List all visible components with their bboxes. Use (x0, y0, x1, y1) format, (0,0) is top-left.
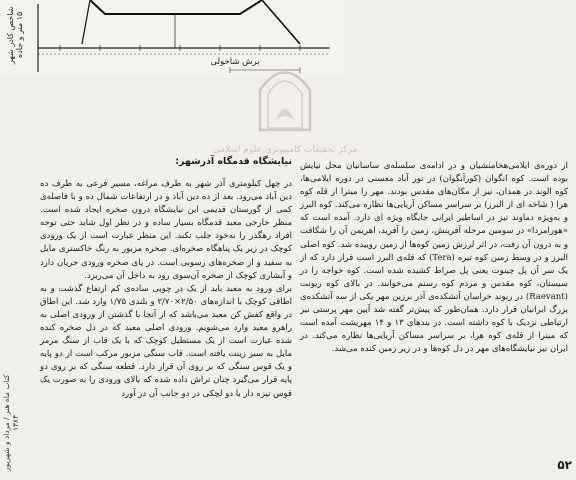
running-head: کتاب ماه هنر / مرداد و شهریور ۱۳۸۴ (2, 374, 20, 472)
left-paragraph-2: برای ورود به معبد باید از یک در چوبی ساده‌ی کم ارتفاع گذشت و به اطاقی کوچک با اندازه‌های ۲/۵۰×۲/۷۰ و بلندی ۱/۷۵ وارد شد. این اطاق در واقع کفش کن معبد می‌باشد که از آنجا با گذشتن از ورودی اصلی به راهرو معبد وارد می‌شویم. ورودی اصلی معبد که در دل صخره کنده شده عبارت است از یک مستطیل کوچک که با یک قاب از سنگ مرمر مایل به سبز زینت یافته است. قاب سنگی مزبور مرکب است از دو پایه و یک قوس سنگی که بر روی آن قرار دارد. قطعه سنگی که بر روی دو پایه قرار می‌گیرد چنان تراش داده شده که بالای ورودی را به صورت یک قوس تیزه دار با دو لچکی در دو جانب آن در آورد (40, 283, 292, 399)
left-text-column (40, 178, 292, 401)
figure-caption: برش شاخولی (210, 57, 260, 67)
watermark-text: مرکز تحقیقات کامپیوتری علوم اسلامی (212, 145, 358, 155)
watermark-emblem (200, 50, 370, 160)
right-text-column (300, 160, 568, 356)
watermark-logo (200, 50, 370, 160)
right-paragraph: از دوره‌ی ایلامی‌هخامنشیان و در ادامه‌ی سلسله‌ی ساسانیان محل نیایش بوده است. کوه انگوان (کوراَنگوان) در تور آباد معسنی در دوره ایلامی‌ها، کوه الوند در همدان، نیز از مکان‌های مقدس بودند. مهر را میترا از قله کوه هرا ( شاخه ای از البرز) بر سراسر مساکن آریایی‌ها نظاره می‌کند. کوه البرز و به‌ویژه دماوند نیز در اساطیر ایرانی جایگاه ویژه ای دارد. آمده است که «هورامزدا» در سومین مرحله آفرینش، زمین را آفرید، اهریمن آن را شکافت و به درون آن رفت، در اثر لرزش زمین کوه‌ها از زمین روییده شد. کوه اصلی البرز و در وسط زمین کوه تیره (Tera) که قله‌ی البرز است قرار دارد که از یک سر آن پل چینوت یعنی پل صراط کشیده شده است. کوه خواجه را در سیستان، کوه مقدس و مردم کوه رستم می‌خوانند. در بالای کوه ریونت (Raevant) در ربوند خراسان آتشکده‌ی آذر برزین مهر یکی از سه آتشکده‌ی بزرگ ایرانیان قرار دارد. همان‌طور که پیش‌تر گفته شد آیین مهر پرستی نیز ارتباطی نزدیک با کوه داشته است. در بندهای ۱۳ و ۱۴ مهریشت آمده است که میترا از قله‌ی کوه هرا، بر سراسر مساکن آریایی‌ها نظاره می‌کند. در ایران نیز نیایشگاه‌های مهر در دل کوه‌ها و در زیر زمین کنده می‌شد. (300, 161, 568, 355)
left-paragraph-1: در چهل کیلومتری آذر شهر به طرف مراغه، مسیر فرعی به طرف ده دین آباد می‌رود. بعد از ده دین آباد و در ارتفاعات شمال ده و با فاصله‌ی کمی از گورستان قدیمی این نیایشگاه درون صخره ایجاد شده است. منظر خارجی معبد قدمگاه بسیار ساده و در نظر اول شاید حتی توجه افراد رهگذر را به‌خود جلب نکند. این منظر عبارت است از یک ورودی کوچک در زیر یک پناهگاه صخره‌ای. صخره مزبور به رنگ خاکستری مایل به سفید و از صخره‌های رسوبی است. در پای صخره ورودی جریان دارد و آبشاری کوچک از صخره آن‌سوی رود به داخل آن می‌ریزد. (40, 179, 292, 281)
figure-side-label: شاخص کادر شهر ۱۵ متر و جاده (6, 6, 24, 64)
page-number: ۵۲ (557, 458, 572, 472)
section-heading: نیایشگاه قدمگاه آذرشهر: (175, 156, 292, 167)
